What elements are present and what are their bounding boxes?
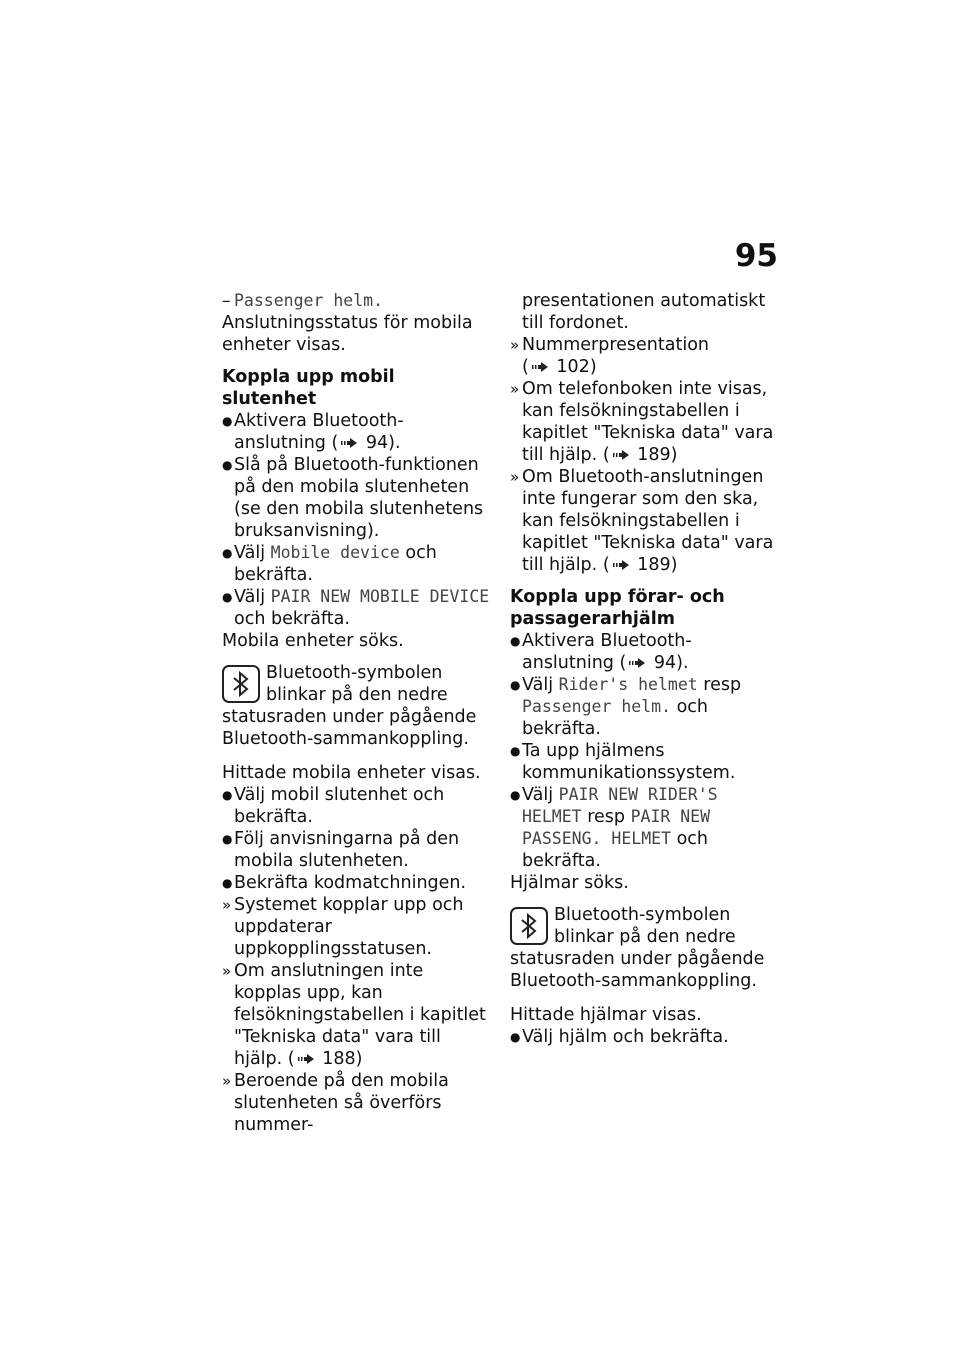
result-marker-icon: »: [510, 468, 520, 486]
bluetooth-icon: [222, 665, 260, 703]
menu-label: Passenger helm.: [234, 291, 384, 310]
bullet-icon: ●: [222, 458, 233, 472]
list-item: ● Välj mobil slutenhet och bekräfta.: [222, 785, 445, 827]
list-item: ● Välj PAIR NEW MOBILE DEVICE och bekräfta.: [222, 587, 490, 629]
paragraph: Hittade mobila enheter visas.: [222, 763, 481, 783]
result-item: » Om Bluetooth-anslutningen inte fungerar som den ska, kan felsökningstabellen i kapitlet "Tekniska data" vara till hjälp. ( 189): [510, 467, 774, 575]
result-marker-icon: »: [510, 380, 520, 398]
list-item: ● Ta upp hjälmens kommunikationssystem.: [510, 741, 736, 783]
bullet-icon: ●: [510, 744, 521, 758]
bluetooth-icon: [510, 907, 548, 945]
bullet-icon: ●: [222, 832, 233, 846]
page-reference[interactable]: ( 94).: [619, 653, 689, 673]
bullet-icon: ●: [510, 678, 521, 692]
arrow-right-icon: [340, 437, 358, 449]
list-item: [222, 290, 490, 312]
page-reference[interactable]: ( 102): [522, 357, 597, 377]
result-marker-icon: »: [510, 336, 520, 354]
arrow-right-icon: [612, 559, 630, 571]
page-number: 95: [734, 238, 778, 274]
page-reference[interactable]: ( 189): [602, 555, 678, 575]
menu-label: Passenger helm.: [522, 697, 672, 716]
section-heading: Koppla upp förar- och passagerarhjälm: [510, 587, 725, 629]
list-item: ● Välj Mobile device och bekräfta.: [222, 543, 437, 585]
result-item: » Systemet kopplar upp och uppdaterar uppkopplingsstatusen.: [222, 895, 464, 959]
page-reference[interactable]: ( 189): [602, 445, 678, 465]
result-item: » Om anslutningen inte kopplas upp, kan felsökningstabellen i kapitlet "Tekniska data" vara till hjälp. ( 188): [222, 961, 486, 1069]
paragraph: Anslutningsstatus för mobila enheter visas.: [222, 313, 473, 355]
menu-label: Mobile device: [270, 543, 400, 562]
bullet-icon: ●: [222, 546, 233, 560]
result-item: » Om telefonboken inte visas, kan felsökningstabellen i kapitlet "Tekniska data" vara till hjälp. ( 189): [510, 379, 774, 465]
list-item: ● Välj PAIR NEW RIDER'S HELMET resp PAIR NEW PASSENG. HELMET och bekräfta.: [510, 785, 718, 871]
menu-label: PAIR NEW MOBILE DEVICE: [270, 587, 490, 606]
result-marker-icon: »: [222, 962, 232, 980]
right-column: [510, 290, 778, 1048]
list-item: ● Följ anvisningarna på den mobila slutenheten.: [222, 829, 460, 871]
arrow-right-icon: [612, 449, 630, 461]
dash-marker: –: [222, 291, 231, 311]
bullet-icon: ●: [510, 1030, 521, 1044]
result-item: » Beroende på den mobila slutenheten så överförs nummer-: [222, 1071, 449, 1135]
arrow-right-icon: [531, 361, 549, 373]
bluetooth-note: Bluetooth-symbolen blinkar på den nedre statusraden under pågående Bluetooth-sammankoppling.: [510, 905, 765, 991]
bullet-icon: ●: [510, 634, 521, 648]
arrow-right-icon: [297, 1053, 315, 1065]
bullet-icon: ●: [222, 788, 233, 802]
page-reference[interactable]: ( 188): [287, 1049, 363, 1069]
list-item: ● Välj Rider's helmet resp Passenger helm. och bekräfta.: [510, 675, 742, 739]
menu-label: PAIR NEW PASSENG. HELMET: [522, 807, 711, 848]
bullet-icon: ●: [222, 414, 233, 428]
page-reference[interactable]: ( 94).: [331, 433, 401, 453]
result-text: Hjälmar söks.: [510, 873, 629, 893]
menu-label: PAIR NEW RIDER'S HELMET: [522, 785, 718, 826]
arrow-right-icon: [628, 657, 646, 669]
list-item: ● Slå på Bluetooth-funktionen på den mobila slutenheten (se den mobila slutenhetens bruksanvisning).: [222, 455, 484, 541]
list-item: ● Aktivera Bluetooth-anslutning ( 94).: [510, 631, 692, 673]
list-item: ● Bekräfta kodmatchningen.: [222, 873, 467, 893]
section-heading: Koppla upp mobil slutenhet: [222, 367, 395, 409]
bullet-icon: ●: [222, 876, 233, 890]
result-item: » Nummerpresentation ( 102): [510, 335, 710, 377]
result-marker-icon: »: [222, 896, 232, 914]
paragraph: Hittade hjälmar visas.: [510, 1005, 702, 1025]
result-marker-icon: »: [222, 1072, 232, 1090]
result-text: Mobila enheter söks.: [222, 631, 404, 651]
menu-label: Rider's helmet: [558, 675, 698, 694]
bluetooth-note: Bluetooth-symbolen blinkar på den nedre statusraden under pågående Bluetooth-sammankoppling.: [222, 663, 477, 749]
left-column: [222, 290, 490, 1136]
continued-text: presentationen automatiskt till fordonet.: [522, 291, 766, 333]
bullet-icon: ●: [510, 788, 521, 802]
bullet-icon: ●: [222, 590, 233, 604]
list-item: ● Välj hjälm och bekräfta.: [510, 1027, 729, 1047]
list-item: ● Aktivera Bluetooth-anslutning ( 94).: [222, 411, 404, 453]
